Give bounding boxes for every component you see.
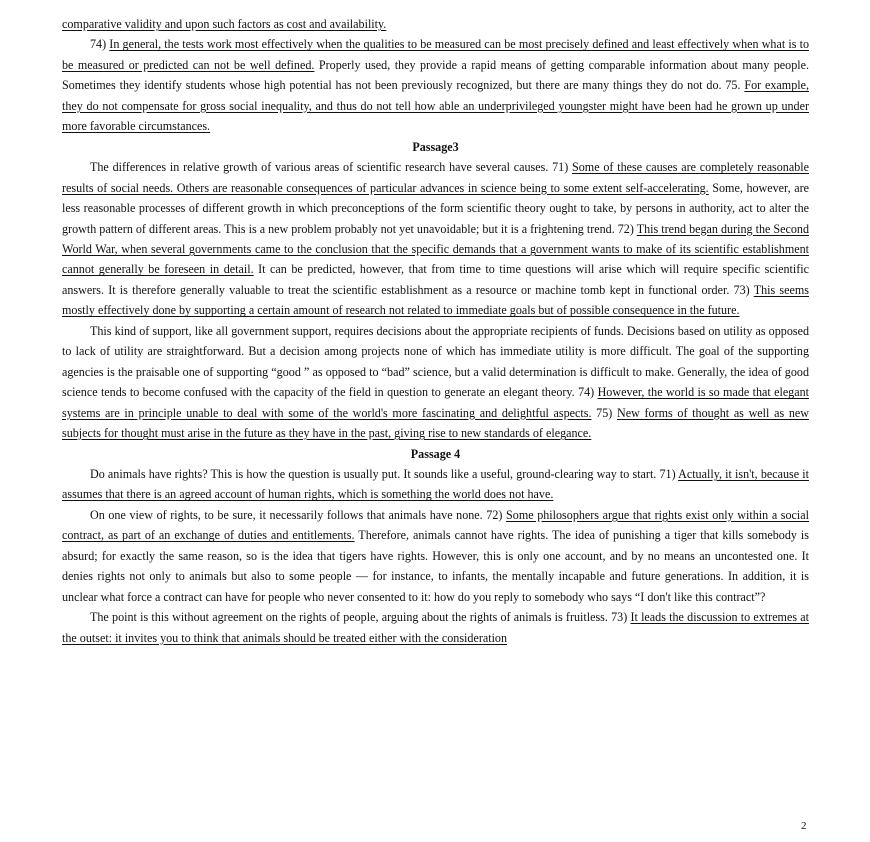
text-run: 75) — [591, 405, 617, 420]
paragraph — [62, 464, 809, 505]
text-run: Do animals have rights? This is how the question is usually put. It sounds like a useful, ground-clearing way to start. 71) — [90, 466, 679, 481]
underlined-sentence: It leads the discussion to extremes at the outset: it invites you to think that animals should be treated either with the consideration — [62, 610, 809, 645]
text-run: 74) — [90, 37, 110, 52]
text-run: Some, however, are less reasonable processes of different growth in which preconceptions of the form scientific theory ought to take, by persons in authority, act to alter the growth pattern of different areas. This is a new problem probably not yet unavoidable; but it is a frightening trend. 72) — [62, 180, 809, 236]
paragraph — [62, 157, 809, 321]
text-run: This kind of support, like all government support, requires decisions about the appropriate recipients of funds. Decisions based on utility as opposed to lack of utility are straightforward. But a decision among projects none of which has immediate utility is more difficult. The goal of the supporting agencies is the praisable one of supporting “good ” as opposed to “bad” science, but a valid determination is difficult to make. Generally, the idea of good science tends to become confused with the capacity of the field in question to generate an elegant theory. 74) — [62, 323, 809, 400]
paragraph — [62, 607, 809, 648]
page-number: 2 — [801, 820, 807, 832]
paragraph — [62, 14, 809, 34]
underlined-sentence: However, the world is so made that elegant systems are in principle unable to deal with some of the world's more fascinating and delightful aspects. — [62, 385, 810, 420]
text-run: Therefore, animals cannot have rights. The idea of punishing a tiger that kills somebody is absurd; for exactly the same reason, so is the idea that tigers have rights. However, this is only one account, and by no means an uncontested one. It denies rights not only to animals but also to some people — for instance, to infants, the mentally incapable and future generations. In addition, it is unclear what force a contract can have for people who never consented to it: how do you reply to somebody who says “I don't like this contract”? — [62, 528, 809, 604]
underlined-sentence: For example, they do not compensate for gross social inequality, and thus do not tell how able an underprivileged youngster might have been had he grown up under more favorable circumstances. — [62, 78, 809, 134]
passage-heading: Passage3 — [412, 139, 459, 154]
paragraph — [62, 505, 809, 607]
text-run: On one view of rights, to be sure, it necessarily follows that animals have none. 72) — [90, 507, 507, 522]
text-run: The differences in relative growth of various areas of scientific research have several causes. 71) — [90, 160, 573, 175]
underlined-sentence: Some philosophers argue that rights exist only within a social contract, as part of an exchange of duties and entitlements. — [62, 507, 809, 543]
underlined-sentence: New forms of thought as well as new subjects for thought must arise in the future as they have in the past, giving rise to new standards of elegance. — [62, 405, 809, 441]
underlined-sentence: Actually, it isn't, because it assumes that there is an agreed account of human rights, which is something the world does not have. — [62, 466, 809, 502]
paragraph — [62, 34, 809, 136]
underlined-sentence: This seems mostly effectively done by supporting a certain amount of research not related to immediate goals but of possible consequence in the future. — [62, 282, 809, 318]
underlined-sentence: In general, the tests work most effectively when the qualities to be measured can be most precisely defined and least effectively when what is to be measured or predicted can not be well defined. — [62, 37, 809, 72]
passage-heading: Passage 4 — [410, 446, 461, 461]
document-page — [62, 14, 809, 648]
text-run: It can be predicted, however, that from time to time questions will arise which will require specific scientific answers. It is therefore generally valuable to treat the scientific establishment as a resource or machine tomb kept in functional order. 73) — [62, 262, 809, 297]
paragraph — [62, 321, 809, 444]
underlined-sentence: This trend began during the Second World War, when several governments came to the conclusion that the specific demands that a government wants to make of its scientific establishment cannot generally be foreseen in detail. — [62, 221, 809, 277]
underlined-sentence: Some of these causes are completely reasonable results of social needs. Others are reasonable consequences of particular advances in science being to some extent self-accelerating. — [62, 160, 809, 195]
text-run: Properly used, they provide a rapid means of getting comparable information about many people. Sometimes they identify students whose high potential has not been previously recognized, but there are many things they do not do. 75. — [62, 57, 810, 93]
underlined-sentence: comparative validity and upon such factors as cost and availability. — [62, 17, 387, 31]
text-run: The point is this without agreement on the rights of people, arguing about the rights of animals is fruitless. 73) — [90, 610, 631, 625]
